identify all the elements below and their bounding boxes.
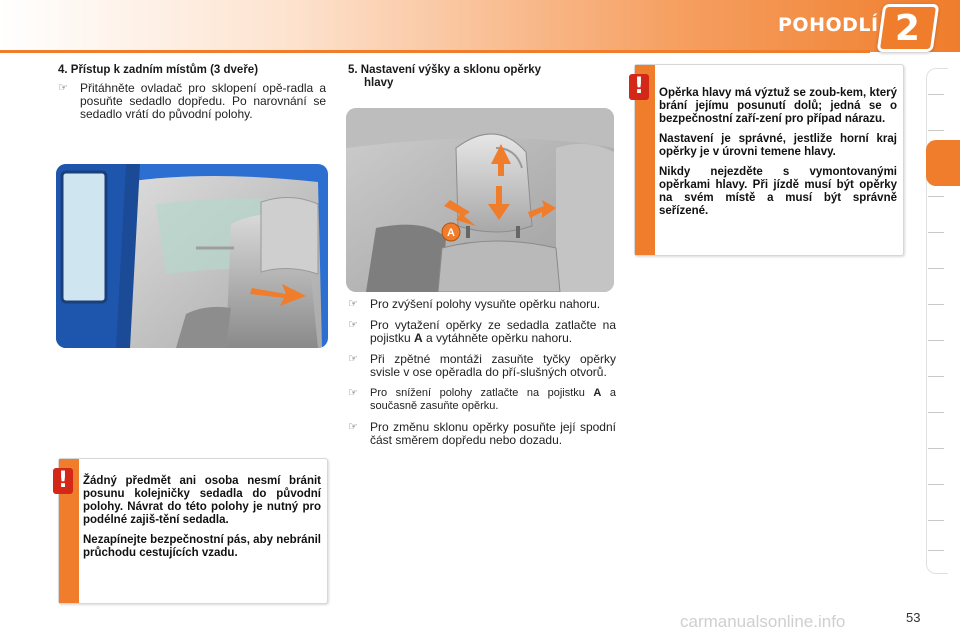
bullet-text: Při zpětné montáži zasuňte tyčky opěrky svisle v ose opěradla do pří-slušných otvorů. — [370, 352, 616, 379]
list-item — [348, 298, 616, 311]
tab-divider — [928, 550, 944, 551]
warning-paragraph: Nikdy nejezděte s vymontovanými opěrkami hlavy. Při jízdě musí být opěrky na svém místě a musí být správně seřízené. — [659, 166, 897, 217]
bullet-text: a současně zasuňte opěrku. — [370, 387, 616, 412]
active-chapter-tab[interactable] — [926, 140, 960, 186]
list-item — [348, 353, 616, 379]
pointing-hand-icon: ☞ — [348, 387, 358, 399]
tab-divider — [928, 376, 944, 377]
lock-label-a: A — [447, 227, 455, 239]
tab-divider — [928, 196, 944, 197]
list-item — [348, 387, 616, 413]
list-item — [58, 82, 326, 121]
page-number: 53 — [906, 610, 921, 625]
list-item — [348, 319, 616, 345]
seat-access-illustration — [56, 164, 328, 348]
tab-divider — [928, 130, 944, 131]
warning-paragraph: Opěrka hlavy má výztuž se zoub-kem, který brání jejímu posunutí dolů; jedná se o bezpečnostní zaří-zení pro případ nárazu. — [659, 87, 897, 125]
section-5-title-line-2: hlavy — [364, 77, 394, 89]
headrest-illustration — [346, 108, 614, 292]
pointing-hand-icon: ☞ — [348, 421, 358, 433]
bullet-text: Pro vytažení opěrky ze sedadla zatlačte na pojistku — [370, 318, 616, 345]
section-5-title-line-1: 5. Nastavení výšky a sklonu opěrky — [348, 64, 542, 76]
section-4-bullets — [58, 82, 326, 129]
section-5-title — [348, 64, 618, 90]
chapter-title: POHODLÍ — [778, 14, 879, 36]
pointing-hand-icon: ☞ — [348, 353, 358, 365]
warning-box-headrest — [634, 64, 904, 256]
section-5-bullets — [348, 298, 616, 455]
header-rule — [0, 50, 870, 53]
tab-divider — [928, 94, 944, 95]
warning-text — [83, 475, 321, 567]
exclamation-icon: ! — [629, 74, 649, 100]
bullet-text: Pro snížení polohy zatlačte na pojistku — [370, 387, 594, 399]
tab-divider — [928, 340, 944, 341]
tab-divider — [928, 412, 944, 413]
exclamation-icon: ! — [53, 468, 73, 494]
tab-divider — [928, 484, 944, 485]
watermark: carmanualsonline.info — [680, 612, 846, 631]
tab-divider — [928, 304, 944, 305]
pointing-hand-icon: ☞ — [348, 319, 358, 331]
warning-paragraph: Nastavení je správné, jestliže horní kraj opěrky je v úrovni temene hlavy. — [659, 133, 897, 158]
warning-paragraph: Nezapínejte bezpečnostní pás, aby nebránil průchodu cestujících vzadu. — [83, 534, 321, 559]
seat-access-svg — [56, 164, 328, 348]
bullet-text: Pro zvýšení polohy vysuňte opěrku nahoru. — [370, 297, 601, 311]
pointing-hand-icon: ☞ — [58, 82, 68, 94]
chapter-number: 2 — [895, 7, 921, 49]
warning-text — [659, 87, 897, 225]
bullet-bold: A — [414, 331, 423, 345]
bullet-text: Přitáhněte ovladač pro sklopení opě-radla a posuňte sedadlo dopředu. Po narovnání se sedadlo vrátí do původní polohy. — [80, 81, 326, 121]
pointing-hand-icon: ☞ — [348, 298, 358, 310]
warning-box-seat — [58, 458, 328, 604]
tab-divider — [928, 520, 944, 521]
bullet-bold: A — [593, 387, 602, 399]
chapter-number-badge — [877, 4, 940, 52]
tab-divider — [928, 268, 944, 269]
bullet-text: Pro změnu sklonu opěrky posuňte její spodní část směrem dopředu nebo dozadu. — [370, 420, 616, 447]
headrest-svg — [346, 108, 614, 292]
tab-divider — [928, 448, 944, 449]
tab-divider — [928, 232, 944, 233]
warning-paragraph: Žádný předmět ani osoba nesmí bránit posunu kolejničky sedadla do původní polohy. Návrat do této polohy je nutný pro podélné zajiš-tění sedadla. — [83, 475, 321, 526]
list-item — [348, 421, 616, 447]
bullet-text: a vytáhněte opěrku nahoru. — [422, 331, 573, 345]
section-4-title: 4. Přístup k zadním místům (3 dveře) — [58, 64, 259, 76]
